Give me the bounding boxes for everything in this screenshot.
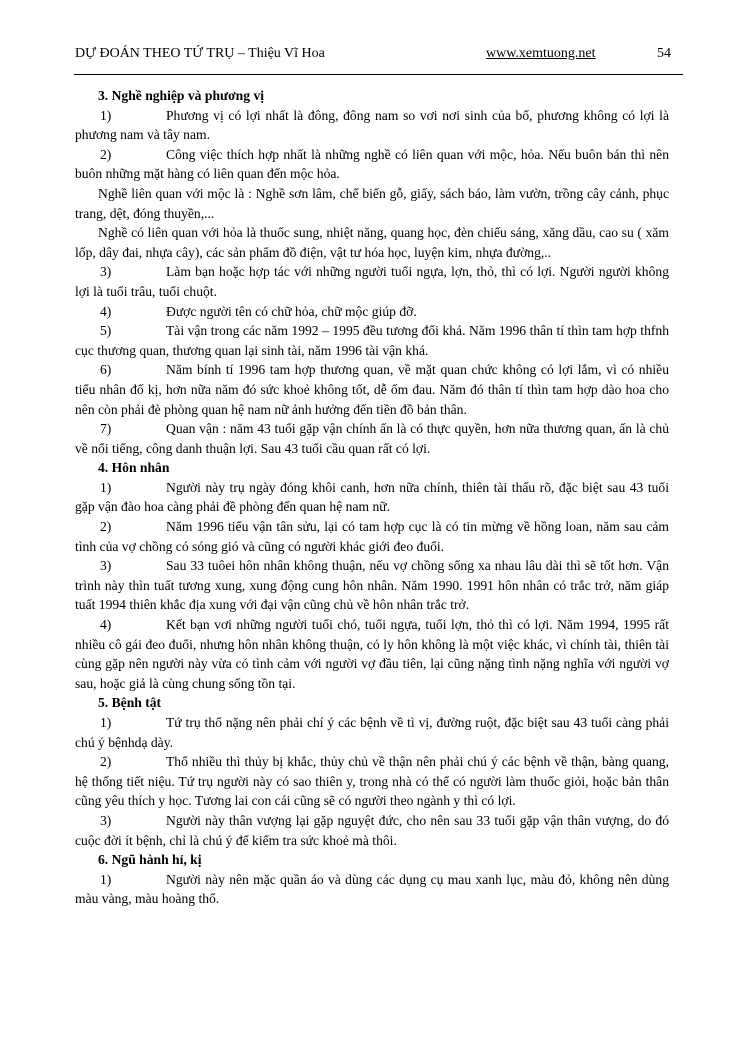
item-text: Làm bạn hoặc hợp tác với những người tuổi ngựa, lợn, thỏ, thì có lợi. Người người không lợi là tuổi trâu, tuổi chuột.: [75, 264, 669, 299]
item-number: 3): [100, 812, 112, 828]
item-text: Thổ nhiều thì thủy bị khắc, thủy chủ về thận nên phải chú ý các bệnh về thận, bàng quang, hệ thống tiết niệu. Tứ trụ người này có sao thiên y, trong nhà có thể có người làm thuốc giỏi, hoặc bản thân cũng yêu thích y học. Tương lai con cái cũng sẽ có người theo ngành y thì có lợi.: [75, 754, 669, 809]
section-heading: 5. Bệnh tật: [98, 695, 162, 711]
item-number: 2): [100, 519, 112, 535]
numbered-item: [75, 419, 669, 458]
item-number: 7): [100, 421, 112, 437]
item-text: Được người tên có chữ hỏa, chữ mộc giúp đỡ.: [166, 303, 417, 319]
item-text: Tài vận trong các năm 1992 – 1995 đều tương đối khá. Năm 1996 thân tí thìn tam hợp thfnh cục thương quan, thương quan lại sinh tài, năm 1996 tài vận khá.: [75, 323, 669, 358]
website-link[interactable]: www.xemtuong.net: [486, 46, 596, 61]
item-number: 4): [100, 303, 112, 319]
numbered-item: [75, 145, 669, 184]
item-number: 5): [100, 323, 112, 339]
item-number: 4): [100, 617, 112, 633]
numbered-item: [75, 556, 669, 615]
paragraph: Nghề có liên quan với hỏa là thuốc sung, nhiệt năng, quang học, đèn chiếu sáng, xăng dầu, cao su ( xăm lốp, dây đai, nhựa cây), các sản phẩm đồ điện, vật tư hóa học, luyện kim, nhựa đường,..: [75, 225, 669, 260]
section-heading: 4. Hôn nhân: [98, 460, 170, 476]
item-text: Người này thân vượng lại gặp nguyệt đức, cho nên sau 33 tuổi gặp vận thân vượng, do đó cuộc đời ít bệnh, chỉ là chú ý để kiểm tra sức khoẻ mà thôi.: [75, 812, 669, 848]
numbered-item: [75, 360, 669, 419]
book-title: DỰ ĐOÁN THEO TỨ TRỤ – Thiệu Vĩ Hoa: [75, 46, 325, 61]
item-number: 3): [100, 558, 112, 574]
item-number: 6): [100, 362, 112, 378]
numbered-item: [75, 106, 669, 145]
item-number: 2): [100, 754, 112, 770]
item-text: Người này trụ ngày đóng khôi canh, hơn nữa chính, thiên tài thấu rõ, đặc biệt sau 43 tuổi gặp vận đào hoa càng phải đề phòng đến quan hệ nam nữ.: [75, 479, 669, 515]
item-number: 2): [100, 146, 112, 162]
numbered-item: [75, 713, 669, 752]
header-divider: [74, 74, 683, 75]
numbered-item: [75, 262, 669, 301]
numbered-item: [75, 870, 669, 909]
page-header: [75, 46, 683, 68]
section-heading: 3. Nghề nghiệp và phương vị: [98, 88, 265, 103]
item-text: Người này nên mặc quần áo và dùng các dụng cụ mau xanh lục, màu đỏ, không nên dùng màu vàng, màu hoàng thổ.: [75, 871, 669, 907]
numbered-item: [75, 302, 669, 322]
item-number: 3): [100, 264, 112, 280]
numbered-item: [75, 321, 669, 360]
item-number: 1): [100, 715, 112, 730]
item-text: Phương vị có lợi nhất là đông, đông nam so vơi nơi sinh của bố, phương không có lợi là phương nam và tây nam.: [75, 107, 669, 143]
item-text: Sau 33 tuôei hôn nhân không thuận, nếu vợ chồng sống xa nhau lâu dài thì sẽ tốt hơn. Vận trình này thìn tuất tương xung, xung động cung hôn nhân. Năm 1990. 1991 hôn nhân có trắc trở, năm giáp tuất 1994 thiên khắc địa xung với đại vận cũng chủ về hôn nhân trắc trở.: [75, 558, 669, 613]
paragraph: Nghề liên quan với mộc là : Nghề sơn lâm, chế biến gỗ, giấy, sách báo, làm vườn, trồng cây cảnh, phục trang, dệt, đóng thuyền,...: [75, 185, 669, 221]
item-number: 1): [100, 871, 112, 887]
item-text: Năm 1996 tiểu vận tân sửu, lại có tam hợp cục là có tin mừng về hồng loan, năm sau cảm tình của vợ chồng có sóng gió và cũng có người khác giới đeo đuổi.: [75, 519, 669, 554]
numbered-item: [75, 615, 669, 693]
item-number: 1): [100, 107, 112, 123]
numbered-item: [75, 517, 669, 556]
item-text: Tứ trụ thổ nặng nên phải chí ý các bệnh về tì vị, đường ruột, đặc biệt sau 43 tuổi càng phải chú ý bệnhdạ dày.: [75, 715, 669, 750]
numbered-item: [75, 478, 669, 517]
item-text: Kết bạn vơi những người tuổi chó, tuổi ngựa, tuổi lợn, thỏ thì có lợi. Năm 1994, 1995 rất nhiều cô gái đeo đuổi, nhưng hôn nhân không thuận, có ly hôn không là một việc khác, vì chính tài, thiên tài cùng gặp nên người này vừa có tình cảm với người vợ đầu tiên, lại cũng nặng tình nặng nghĩa với người vợ sau, hoặc giả là cùng chung sống tồn tại.: [75, 617, 669, 691]
item-text: Quan vận : năm 43 tuổi gặp vận chính ấn là có thực quyền, hơn nữa thương quan, ấn là chủ về nổi tiếng, công danh thuận lợi. Sau 43 tuổi cầu quan rất có lợi.: [75, 421, 669, 456]
page-number: 54: [657, 46, 671, 61]
numbered-item: [75, 752, 669, 811]
item-text: Năm bính tí 1996 tam hợp thương quan, về mặt quan chức không có lợi lắm, vì có nhiều tiểu nhân đố kị, hơn nữa năm đó sức khoẻ không tốt, dễ ốm đau. Năm đó thân tí thìn tam hợp dào hoa cho nên còn phải đè phòng quan hệ nam nữ ảnh hưởng đến tiền đồ bản thân.: [75, 362, 669, 417]
section-heading: 6. Ngũ hành hỉ, kị: [98, 852, 202, 868]
item-text: Công việc thích hợp nhất là những nghề có liên quan với mộc, hỏa. Nếu buôn bán thì nên buôn những mặt hàng có liên quan đến mộc hỏa.: [75, 146, 669, 182]
document-body: [75, 86, 669, 909]
numbered-item: [75, 811, 669, 850]
item-number: 1): [100, 479, 112, 495]
